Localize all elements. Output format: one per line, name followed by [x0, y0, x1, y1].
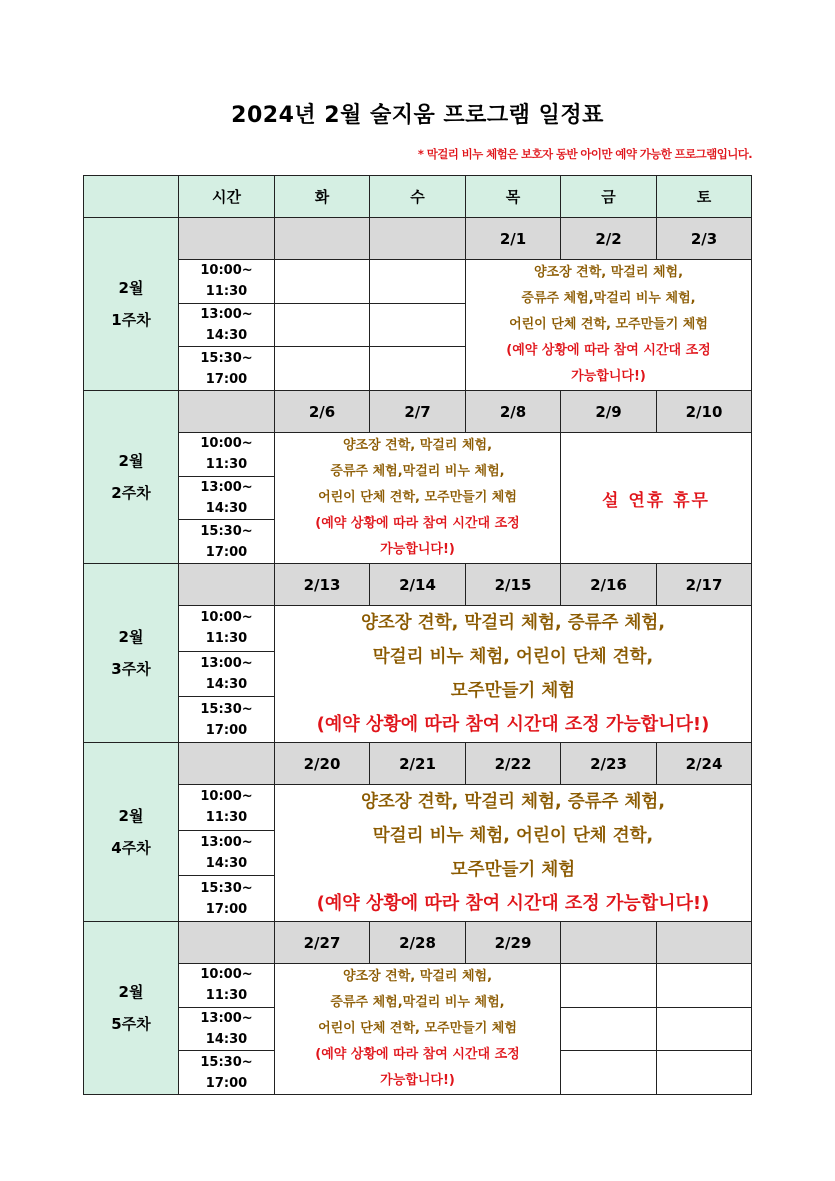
date-cell [179, 743, 275, 785]
week1-label: 2월 1주차 [84, 218, 179, 391]
date-cell: 2/9 [561, 391, 657, 433]
date-cell: 2/29 [466, 922, 561, 964]
date-cell: 2/17 [657, 564, 752, 606]
time-slot: 13:00~ 14:30 [179, 830, 275, 876]
date-cell: 2/2 [561, 218, 657, 260]
time-slot: 15:30~ 17:00 [179, 876, 275, 922]
header-corner [84, 176, 179, 218]
empty-cell [561, 1007, 657, 1051]
week1-date-row [84, 218, 752, 260]
time-slot: 15:30~ 17:00 [179, 347, 275, 391]
holiday-cell: 설 연휴 휴무 [561, 433, 752, 564]
time-slot: 13:00~ 14:30 [179, 476, 275, 520]
week3-date-row [84, 564, 752, 606]
date-cell [179, 391, 275, 433]
week5-date-row [84, 922, 752, 964]
date-cell [179, 218, 275, 260]
empty-cell [561, 964, 657, 1008]
date-cell: 2/27 [275, 922, 370, 964]
date-cell [179, 564, 275, 606]
program-cell: 양조장 견학, 막걸리 체험, 증류주 체험,막걸리 비누 체험, 어린이 단체 견학, 모주만들기 체험 (예약 상황에 따라 참여 시간대 조정 가능합니다!) [275, 964, 561, 1095]
empty-cell [657, 964, 752, 1008]
date-cell: 2/28 [370, 922, 466, 964]
header-row [84, 176, 752, 218]
time-slot: 13:00~ 14:30 [179, 1007, 275, 1051]
program-cell-wide: 양조장 견학, 막걸리 체험, 증류주 체험, 막걸리 비누 체험, 어린이 단체 견학, 모주만들기 체험 (예약 상황에 따라 참여 시간대 조정 가능합니다!) [275, 785, 752, 922]
header-sat: 토 [657, 176, 752, 218]
date-cell [275, 218, 370, 260]
empty-cell [275, 303, 370, 347]
week5-label: 2월 5주차 [84, 922, 179, 1095]
notice-text: * 막걸리 비누 체험은 보호자 동반 아이만 예약 가능한 프로그램입니다. [417, 147, 752, 161]
time-slot: 10:00~ 11:30 [179, 606, 275, 652]
empty-cell [657, 1051, 752, 1095]
empty-cell [275, 260, 370, 304]
date-cell: 2/7 [370, 391, 466, 433]
time-slot: 10:00~ 11:30 [179, 785, 275, 831]
empty-cell [275, 347, 370, 391]
date-cell [561, 922, 657, 964]
time-slot: 15:30~ 17:00 [179, 520, 275, 564]
date-cell: 2/16 [561, 564, 657, 606]
week4-date-row [84, 743, 752, 785]
header-fri: 금 [561, 176, 657, 218]
date-cell: 2/21 [370, 743, 466, 785]
week4-label: 2월 4주차 [84, 743, 179, 922]
time-slot: 13:00~ 14:30 [179, 303, 275, 347]
date-cell: 2/1 [466, 218, 561, 260]
time-slot: 10:00~ 11:30 [179, 964, 275, 1008]
empty-cell [370, 303, 466, 347]
date-cell: 2/10 [657, 391, 752, 433]
week2-date-row [84, 391, 752, 433]
time-slot: 15:30~ 17:00 [179, 697, 275, 743]
page-title: 2024년 2월 술지움 프로그램 일정표 [231, 103, 604, 128]
date-cell: 2/3 [657, 218, 752, 260]
header-time: 시간 [179, 176, 275, 218]
time-slot: 10:00~ 11:30 [179, 433, 275, 477]
date-cell [179, 922, 275, 964]
date-cell: 2/20 [275, 743, 370, 785]
schedule-table [83, 175, 752, 1095]
header-tue: 화 [275, 176, 370, 218]
program-cell-wide: 양조장 견학, 막걸리 체험, 증류주 체험, 막걸리 비누 체험, 어린이 단체 견학, 모주만들기 체험 (예약 상황에 따라 참여 시간대 조정 가능합니다!) [275, 606, 752, 743]
date-cell: 2/22 [466, 743, 561, 785]
date-cell: 2/8 [466, 391, 561, 433]
date-cell: 2/24 [657, 743, 752, 785]
date-cell [370, 218, 466, 260]
time-slot: 15:30~ 17:00 [179, 1051, 275, 1095]
empty-cell [370, 260, 466, 304]
empty-cell [657, 1007, 752, 1051]
time-slot: 13:00~ 14:30 [179, 651, 275, 697]
date-cell [657, 922, 752, 964]
week3-label: 2월 3주차 [84, 564, 179, 743]
date-cell: 2/23 [561, 743, 657, 785]
week2-label: 2월 2주차 [84, 391, 179, 564]
empty-cell [561, 1051, 657, 1095]
header-thu: 목 [466, 176, 561, 218]
header-wed: 수 [370, 176, 466, 218]
date-cell: 2/13 [275, 564, 370, 606]
time-slot: 10:00~ 11:30 [179, 260, 275, 304]
program-cell: 양조장 견학, 막걸리 체험, 증류주 체험,막걸리 비누 체험, 어린이 단체 견학, 모주만들기 체험 (예약 상황에 따라 참여 시간대 조정 가능합니다!) [275, 433, 561, 564]
program-cell: 양조장 견학, 막걸리 체험, 증류주 체험,막걸리 비누 체험, 어린이 단체 견학, 모주만들기 체험 (예약 상황에 따라 참여 시간대 조정 가능합니다!) [466, 260, 752, 391]
empty-cell [370, 347, 466, 391]
date-cell: 2/15 [466, 564, 561, 606]
date-cell: 2/6 [275, 391, 370, 433]
date-cell: 2/14 [370, 564, 466, 606]
